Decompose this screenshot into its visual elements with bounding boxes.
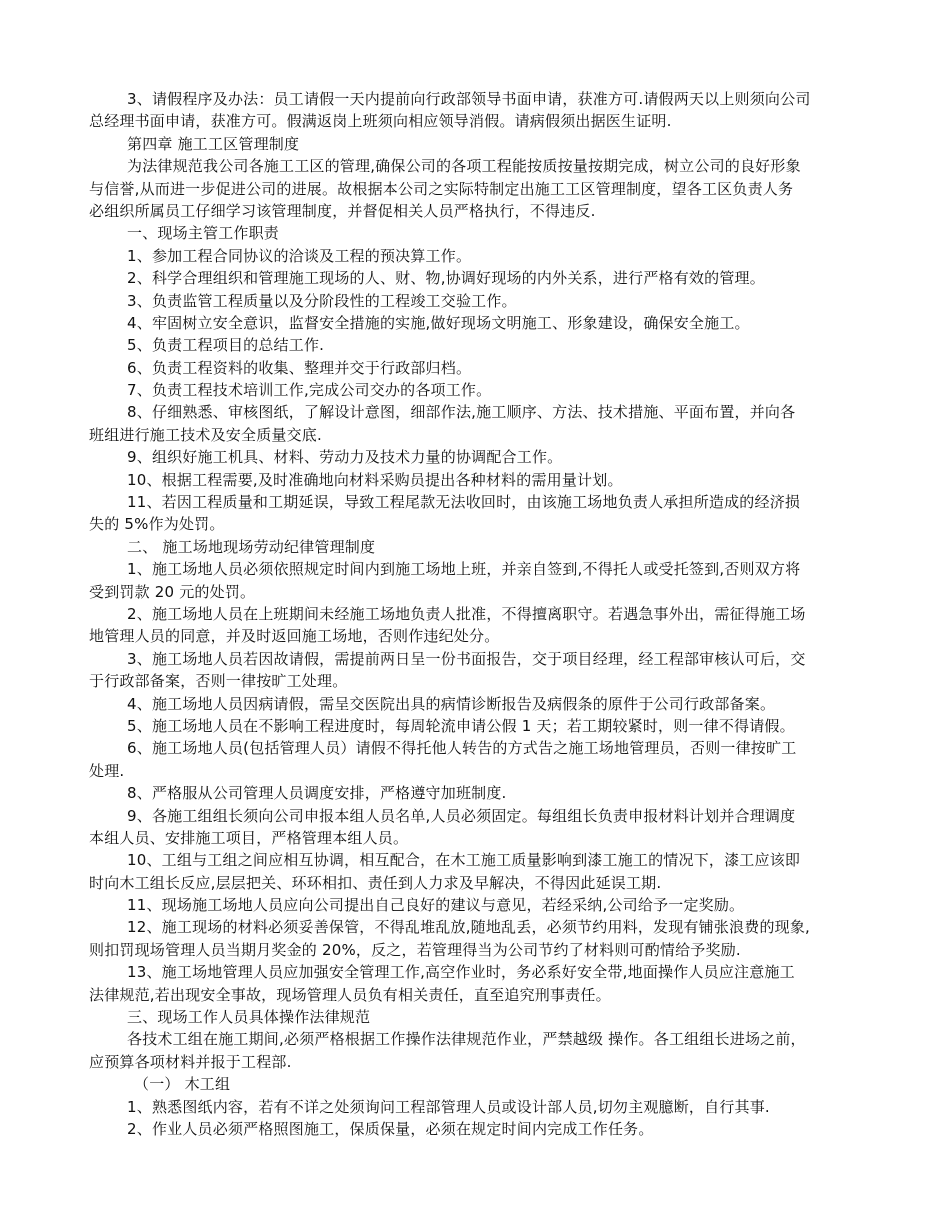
text-line: 2、施工场地人员在上班期间未经施工场地负责人批准，不得擅离职守。若遇急事外出，需征得施工场 [127,604,806,623]
text-line: 9、组织好施工机具、材料、劳动力及技术力量的协调配合工作。 [127,448,563,467]
document-body [89,88,865,1140]
text-line: 3、请假程序及办法：员工请假一天内提前向行政部领导书面申请，获准方可.请假两天以上则须向公司 [127,90,811,108]
section-heading: 一、现场主管工作职责 [127,224,280,243]
text-line: 8、严格服从公司管理人员调度安排，严格遵守加班制度. [127,784,507,803]
text-line: 12、施工现场的材料必须妥善保管，不得乱堆乱放,随地乱丢，必须节约用料，发现有铺张浪费的现象, [127,918,811,937]
text-line: 为法律规范我公司各施工工区的管理,确保公司的各项工程能按质按量按期完成，树立公司的良好形象 [127,157,801,176]
text-line: 7、负责工程技术培训工作,完成公司交办的各项工作。 [127,381,492,400]
subsection-heading: （一） 木工组 [134,1075,231,1094]
text-line: 受到罚款 20 元的处罚。 [89,582,256,601]
text-line: 8、仔细熟悉、审核图纸，了解设计意图，细部作法,施工顺序、方法、技术措施、平面布置，并向各 [127,403,796,422]
text-line: 2、科学合理组织和管理施工现场的人、财、物,协调好现场的内外关系，进行严格有效的管理。 [127,269,765,288]
text-line: 本组人员、安排施工项目，严格管理本组人员。 [89,828,409,847]
text-line: 3、负责监管工程质量以及分阶段性的工程竣工交验工作。 [127,291,517,310]
chapter-heading: 第四章 施工工区管理制度 [127,134,300,153]
section-heading: 二、 施工场地现场劳动纪律管理制度 [127,537,376,556]
text-line: 1、施工场地人员必须依照规定时间内到施工场地上班，并亲自签到,不得托人或受托签到,否则双方将 [127,560,801,579]
text-line: 4、施工场地人员因病请假，需呈交医院出具的病情诊断报告及病假条的原件于公司行政部备案。 [127,694,776,713]
text-line: 班组进行施工技术及安全质量交底. [89,425,322,444]
text-line: 1、熟悉图纸内容，若有不详之处须询问工程部管理人员或设计部人员,切勿主观臆断，自行其事. [127,1097,770,1116]
text-line: 失的 5%作为处罚。 [89,515,225,534]
text-line: 10、工组与工组之间应相互协调，相互配合，在木工施工质量影响到漆工施工的情况下，漆工应该即 [127,851,801,870]
text-line: 与信誉,从而进一步促进公司的进展。故根据本公司之实际特制定出施工工区管理制度，望各工区负责人务 [89,179,794,198]
text-line: 6、施工场地人员(包括管理人员）请假不得托他人转告的方式告之施工场地管理员，否则一律按旷工 [127,739,797,758]
text-line: 必组织所属员工仔细学习该管理制度，并督促相关人员严格执行，不得违反. [89,201,596,220]
text-line: 处理. [89,761,125,780]
text-line: 3、施工场地人员若因故请假，需提前两日呈一份书面报告，交于项目经理，经工程部审核认可后，交 [127,649,806,668]
text-line: 则扣罚现场管理人员当期月奖金的 20%，反之，若管理得当为公司节约了材料则可酌情给予奖励. [89,940,741,959]
text-line: 各技术工组在施工期间,必须严格根据工作操作法律规范作业，严禁越级 操作。各工组组长进场之前， [127,1030,806,1049]
section-heading: 三、现场工作人员具体操作法律规范 [127,1008,371,1027]
text-line: 2、作业人员必须严格照图施工，保质保量，必须在规定时间内完成工作任务。 [127,1119,654,1138]
text-line: 应预算各项材料并报于工程部. [89,1052,292,1071]
text-line: 5、负责工程项目的总结工作. [127,336,325,355]
text-line: 总经理书面申请，获准方可。假满返岗上班须向相应领导消假。请病假须出据医生证明. [89,112,672,131]
text-line: 于行政部备案，否则一律按旷工处理。 [89,672,348,691]
text-line: 9、各施工组组长须向公司申报本组人员名单,人员必须固定。每组组长负责申报材料计划并合理调度 [127,806,796,825]
text-line: 1、参加工程合同协议的洽谈及工程的预决算工作。 [127,246,472,265]
text-line: 时向木工组长反应,层层把关、环环相扣、责任到人力求及早解决，不得因此延误工期. [89,873,662,892]
text-line: 地管理人员的同意，并及时返回施工场地，否则作违纪处分。 [89,627,500,646]
text-line: 4、牢固树立安全意识，监督安全措施的实施,做好现场文明施工、形象建设，确保安全施工。 [127,313,750,332]
text-line: 10、根据工程需要,及时准确地向材料采购员提出各种材料的需用量计划。 [127,470,623,489]
text-line: 6、负责工程资料的收集、整理并交于行政部归档。 [127,358,472,377]
text-line: 13、施工场地管理人员应加强安全管理工作,高空作业时，务必系好安全带,地面操作人员应注意施工 [127,963,795,982]
text-line: 11、若因工程质量和工期延误，导致工程尾款无法收回时，由该施工场地负责人承担所造成的经济损 [127,493,801,512]
text-line: 5、施工场地人员在不影响工程进度时，每周轮流申请公假 1 天；若工期较紧时，则一律不得请假。 [127,716,795,735]
text-line: 法律规范,若出现安全事故，现场管理人员负有相关责任，直至追究刑事责任。 [89,985,611,1004]
text-line: 11、现场施工场地人员应向公司提出自己良好的建议与意见，若经采纳,公司给予一定奖励。 [127,896,745,915]
